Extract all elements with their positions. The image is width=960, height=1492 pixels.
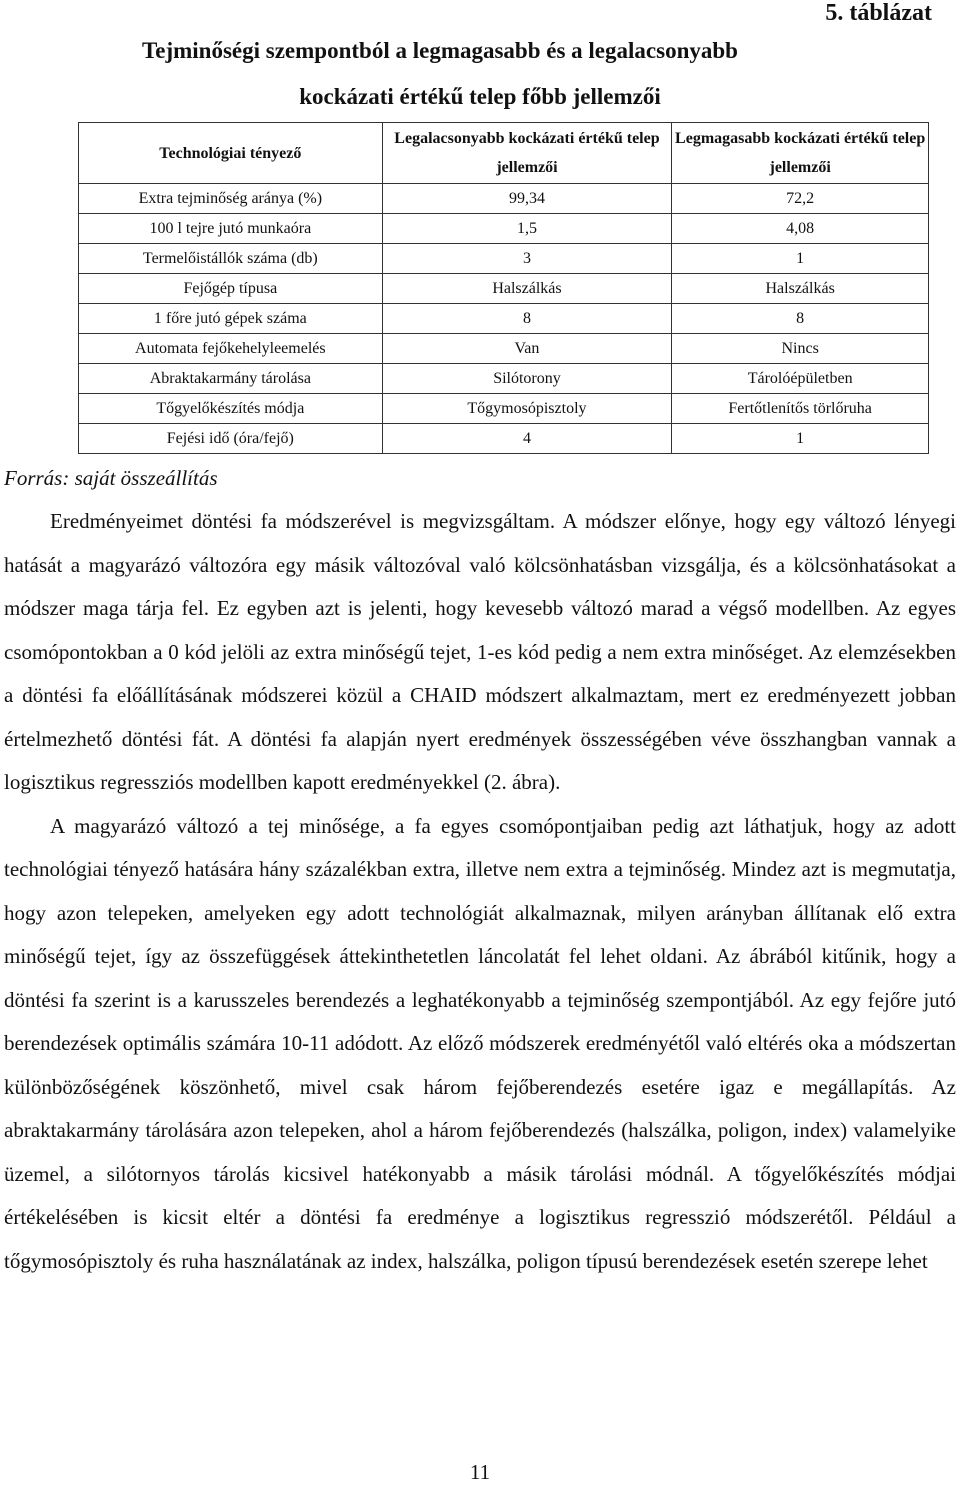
- table-cell: Fertőtlenítős törlőruha: [672, 394, 929, 424]
- table-cell: Automata fejőkehelyleemelés: [79, 334, 383, 364]
- table-cell: Van: [382, 334, 672, 364]
- table-row: [79, 214, 929, 244]
- table-cell: Termelőistállók száma (db): [79, 244, 383, 274]
- table-cell: 1: [672, 424, 929, 454]
- table-cell: Fejőgép típusa: [79, 274, 383, 304]
- source-note: Forrás: saját összeállítás: [4, 466, 218, 490]
- table-cell: 1: [672, 244, 929, 274]
- table-cell: 3: [382, 244, 672, 274]
- table-row: [79, 244, 929, 274]
- table-row: [79, 304, 929, 334]
- table-cell: Tőgymosópisztoly: [382, 394, 672, 424]
- table-row: [79, 394, 929, 424]
- table-cell: 100 l tejre jutó munkaóra: [79, 214, 383, 244]
- table-title-line1: Tejminőségi szempontból a legmagasabb és a legalacsonyabb: [142, 38, 738, 63]
- table-cell: Fejési idő (óra/fejő): [79, 424, 383, 454]
- table-header-row: [79, 123, 929, 184]
- table-title-line2: kockázati értékű telep főbb jellemzői: [299, 84, 661, 109]
- body-text: [4, 500, 956, 1283]
- table-cell: 1 főre jutó gépek száma: [79, 304, 383, 334]
- table-cell: Halszálkás: [382, 274, 672, 304]
- header-highest-risk: Legmagasabb kockázati értékű telep jellemzői: [672, 123, 929, 184]
- table-cell: 4: [382, 424, 672, 454]
- table-cell: 8: [382, 304, 672, 334]
- header-lowest-risk: Legalacsonyabb kockázati értékű telep jellemzői: [382, 123, 672, 184]
- table-cell: 72,2: [672, 184, 929, 214]
- table-cell: Tárolóépületben: [672, 364, 929, 394]
- table-label: 5. táblázat: [825, 0, 932, 26]
- table-cell: 8: [672, 304, 929, 334]
- table-cell: Nincs: [672, 334, 929, 364]
- table-cell: 1,5: [382, 214, 672, 244]
- data-table: [78, 122, 929, 454]
- table-row: [79, 364, 929, 394]
- table-cell: 4,08: [672, 214, 929, 244]
- table-cell: Tőgyelőkészítés módja: [79, 394, 383, 424]
- table-cell: 99,34: [382, 184, 672, 214]
- table-row: [79, 334, 929, 364]
- table-row: [79, 274, 929, 304]
- table-cell: Halszálkás: [672, 274, 929, 304]
- paragraph: Eredményeimet döntési fa módszerével is megvizsgáltam. A módszer előnye, hogy egy változó lényegi hatását a magyarázó változóra egy másik változóval való kölcsönhatásban vizsgálja, és a kölcsönhatásokat a módszer maga tárja fel. Ez egyben azt is jelenti, hogy kevesebb változó marad a végső modellben. Az egyes csomópontokban a 0 kód jelöli az extra minőségű tejet, 1-es kód pedig a nem extra minőséget. Az elemzésekben a döntési fa előállításának módszerei közül a CHAID módszert alkalmaztam, mert ez eredményezett jobban értelmezhető döntési fát. A döntési fa alapján nyert eredmények összességében véve összhangban vannak a logisztikus regressziós modellben kapott eredményekkel (2. ábra).: [4, 509, 956, 794]
- table-cell: Extra tejminőség aránya (%): [79, 184, 383, 214]
- table-row: [79, 424, 929, 454]
- table-cell: Silótorony: [382, 364, 672, 394]
- table-cell: Abraktakarmány tárolása: [79, 364, 383, 394]
- page-number: 11: [469, 1460, 491, 1484]
- paragraph: A magyarázó változó a tej minősége, a fa egyes csomópontjaiban pedig azt láthatjuk, hogy az adott technológiai tényező hatására hány százalékban extra, illetve nem extra a tejminőség. Mindez azt is megmutatja, hogy azon telepeken, amelyeken egy adott technológiát alkalmaznak, milyen arányban állítanak elő extra minőségű tejet, így az összefüggések áttekinthetetlen láncolatát fel lehet oldani. Az ábrából kitűnik, hogy a döntési fa szerint is a karusszeles berendezés a leghatékonyabb a tejminőség szempontjából. Az egy fejőre jutó berendezések optimális számára 10-11 adódott. Az előző módszerek eredményétől való eltérés oka a módszertan különbözőségének köszönhető, mivel csak három fejőberendezés esetére igaz e megállapítás. Az abraktakarmány tárolására azon telepeken, ahol a három fejőberendezés (halszálka, poligon, index) valamelyike üzemel, a silótornyos tárolás kicsivel hatékonyabb a másik tárolási módnál. A tőgyelőkészítés módjai értékelésében is kicsit eltér a döntési fa eredménye a logisztikus regresszió módszerétől. Például a tőgymosópisztoly és ruha használatának az index, halszálka, poligon típusú berendezések esetén szerepe lehet: [4, 813, 956, 1273]
- header-factor: Technológiai tényező: [79, 123, 383, 184]
- table-row: [79, 184, 929, 214]
